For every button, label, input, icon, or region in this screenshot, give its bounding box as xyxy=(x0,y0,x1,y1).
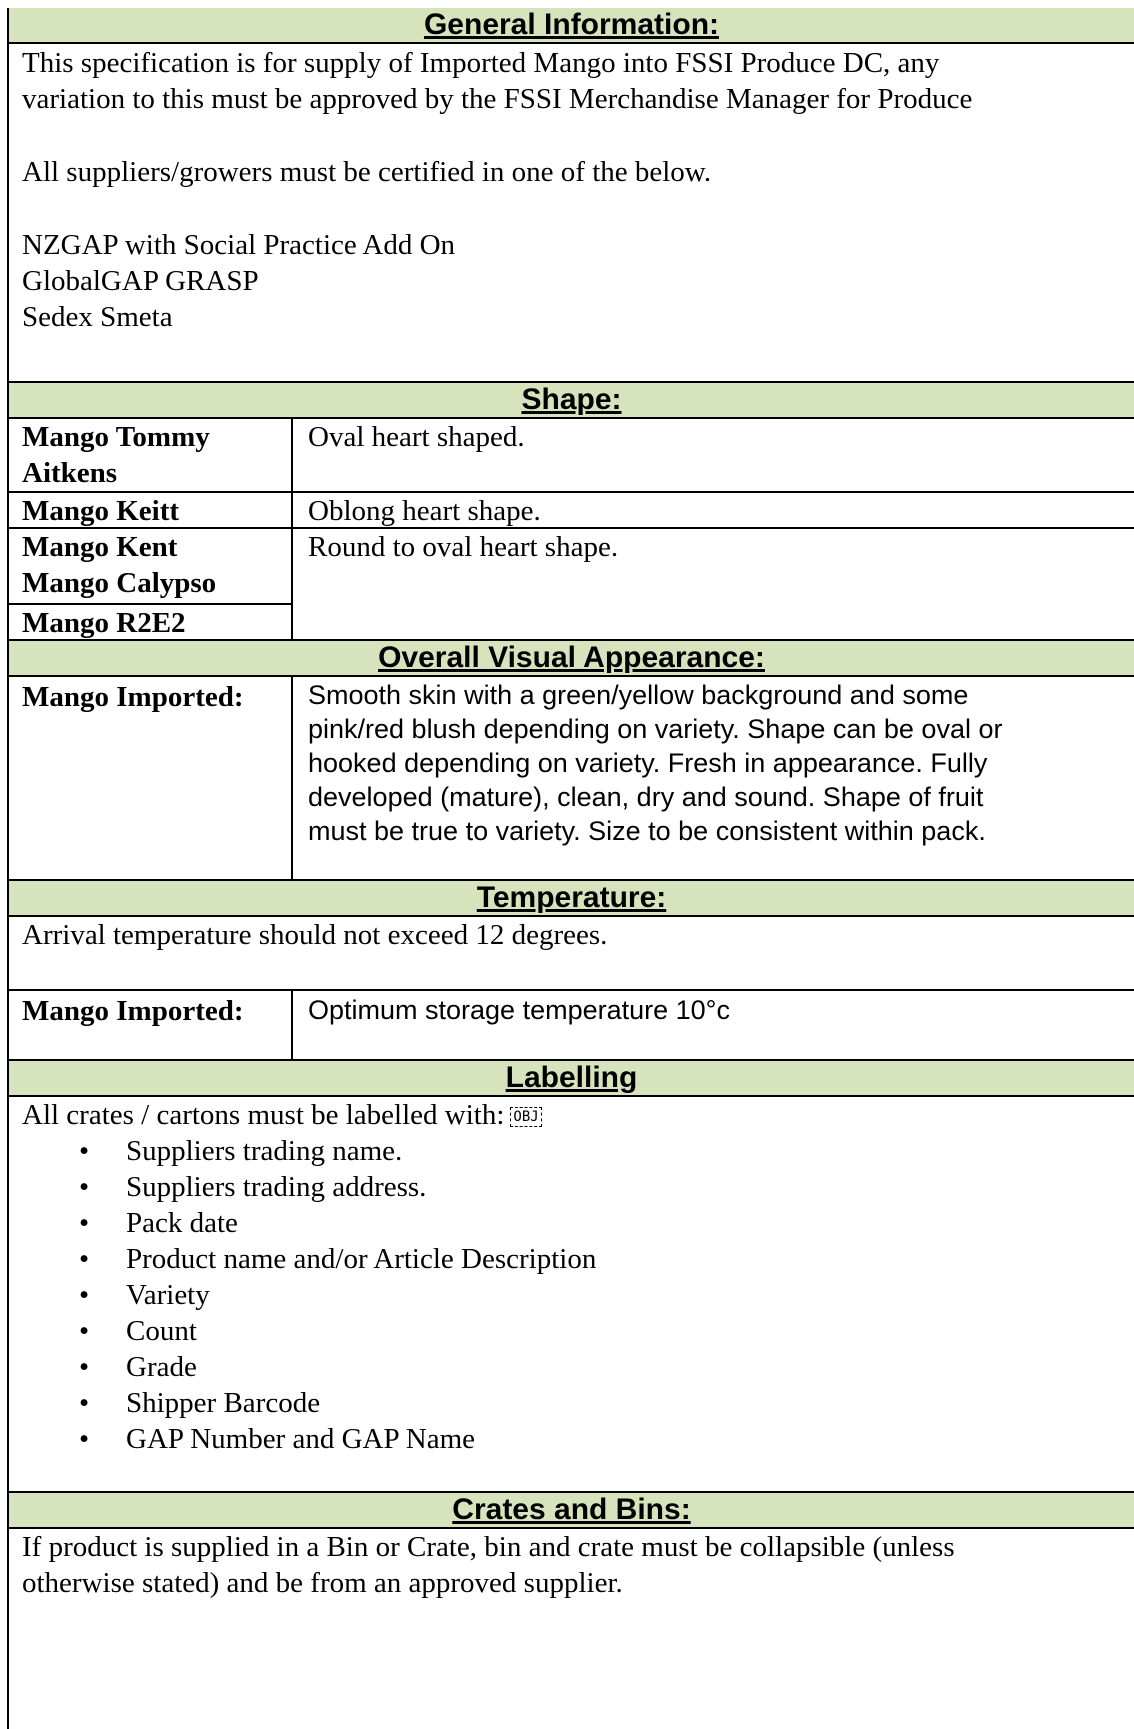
list-item: • Product name and/or Article Description xyxy=(22,1241,1134,1277)
arrival-temperature-text: Arrival temperature should not exceed 12 degrees. xyxy=(22,919,608,951)
visual-line: developed (mature), clean, dry and sound. Shape of fruit xyxy=(308,782,984,812)
general-info-body xyxy=(9,44,1134,381)
labelling-list xyxy=(22,1133,1134,1457)
object-placeholder-icon: OBJ xyxy=(510,1107,541,1127)
temperature-label: Mango Imported: xyxy=(9,991,293,1059)
shape-value: Oblong heart shape. xyxy=(308,495,541,527)
certified-intro: All suppliers/growers must be certified in one of the below. xyxy=(22,156,712,188)
labelling-heading: Labelling xyxy=(9,1059,1134,1097)
general-line-2: variation to this must be approved by the FSSI Merchandise Manager for Produce xyxy=(22,83,973,115)
crates-line-1: If product is supplied in a Bin or Crate, bin and crate must be collapsible (unless xyxy=(22,1531,955,1563)
shape-value: Round to oval heart shape. xyxy=(308,531,619,563)
general-info-heading: General Information: xyxy=(9,8,1134,44)
list-item: • Suppliers trading name. xyxy=(22,1133,1134,1169)
visual-label: Mango Imported: xyxy=(9,677,293,879)
temperature-heading: Temperature: xyxy=(9,879,1134,917)
list-item: • GAP Number and GAP Name xyxy=(22,1421,1134,1457)
list-item: • Suppliers trading address. xyxy=(22,1169,1134,1205)
arrival-temperature xyxy=(9,917,1134,989)
certification-item: GlobalGAP GRASP xyxy=(22,265,259,297)
shape-variety-label: Mango Keitt xyxy=(9,493,293,527)
general-line-1: This specification is for supply of Imported Mango into FSSI Produce DC, any xyxy=(22,47,940,79)
crates-body xyxy=(9,1529,1134,1729)
shape-row xyxy=(9,491,1134,527)
list-item: • Variety xyxy=(22,1277,1134,1313)
labelling-body xyxy=(9,1097,1134,1491)
list-item: • Count xyxy=(22,1313,1134,1349)
visual-line: must be true to variety. Size to be consistent within pack. xyxy=(308,816,986,846)
visual-line: Smooth skin with a green/yellow background and some xyxy=(308,680,969,710)
temperature-row xyxy=(9,989,1134,1059)
shape-row xyxy=(9,419,1134,491)
shape-variety-label: Mango Tommy xyxy=(22,421,210,453)
list-item: • Grade xyxy=(22,1349,1134,1385)
visual-heading: Overall Visual Appearance: xyxy=(9,639,1134,677)
visual-line: hooked depending on variety. Fresh in appearance. Fully xyxy=(308,748,988,778)
crates-line-2: otherwise stated) and be from an approved supplier. xyxy=(22,1567,623,1599)
list-item: • Pack date xyxy=(22,1205,1134,1241)
labelling-intro: All crates / cartons must be labelled with: xyxy=(22,1099,505,1131)
storage-temperature: Optimum storage temperature 10°c xyxy=(308,995,730,1025)
shape-variety-label: Mango Calypso xyxy=(22,567,217,599)
crates-heading: Crates and Bins: xyxy=(9,1491,1134,1529)
certification-item: NZGAP with Social Practice Add On xyxy=(22,229,456,261)
spec-document xyxy=(7,8,1134,1729)
visual-row xyxy=(9,677,1134,879)
shape-variety-label: Mango Kent xyxy=(22,531,178,563)
shape-value: Oval heart shaped. xyxy=(308,421,525,453)
shape-heading: Shape: xyxy=(9,381,1134,419)
shape-variety-label: Mango R2E2 xyxy=(9,603,291,639)
list-item: • Shipper Barcode xyxy=(22,1385,1134,1421)
shape-variety-label: Aitkens xyxy=(22,457,118,489)
certification-item: Sedex Smeta xyxy=(22,301,173,333)
shape-row xyxy=(9,527,1134,639)
visual-line: pink/red blush depending on variety. Shape can be oval or xyxy=(308,714,1003,744)
